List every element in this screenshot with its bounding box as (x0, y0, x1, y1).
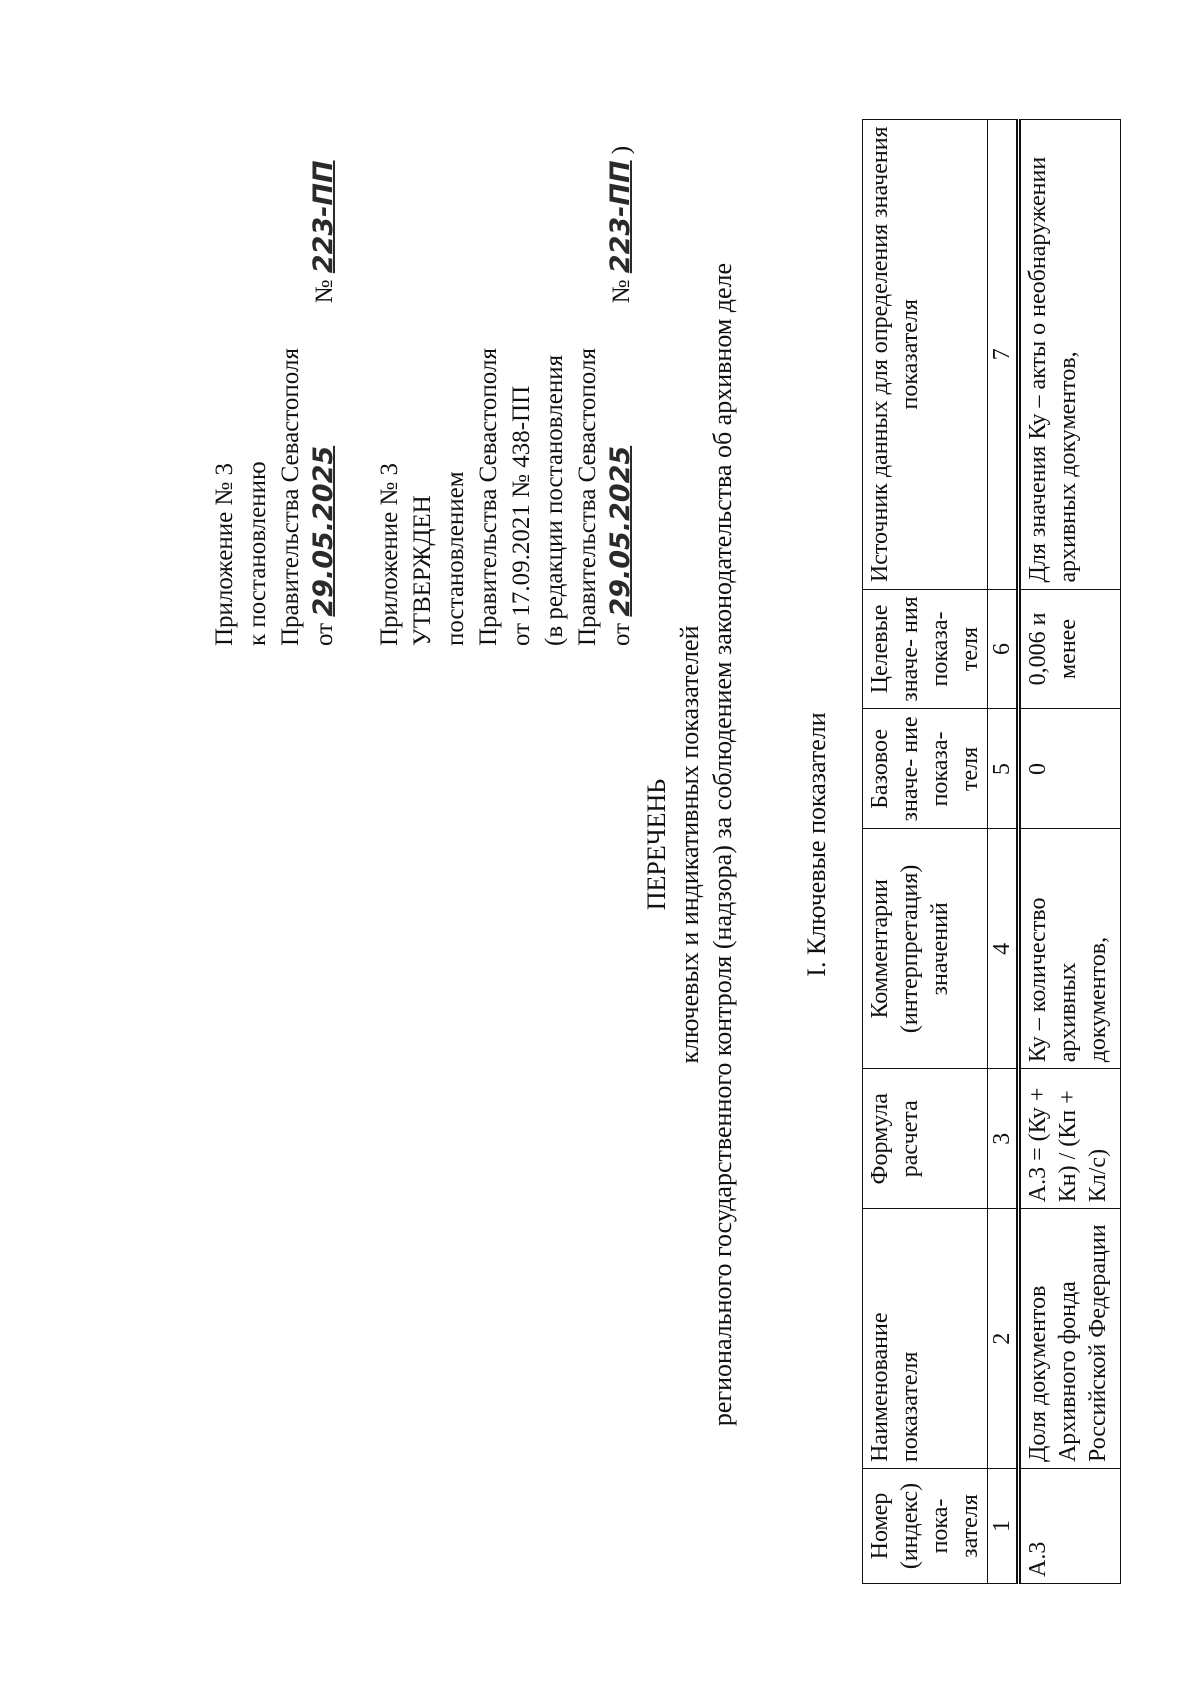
column-number: 4 (988, 829, 1019, 1069)
approval-line: Правительства Севастополя (277, 348, 304, 646)
header-cell: Номер (индекс) пока- зателя (863, 1469, 988, 1584)
indicator-index: А.3 (1019, 1469, 1121, 1584)
from-label: от (608, 622, 635, 646)
column-number: 2 (988, 1209, 1019, 1469)
approval-line: от 17.09.2021 № 438-ПП (508, 385, 535, 646)
column-number: 3 (988, 1069, 1019, 1209)
document-title (640, 0, 739, 1689)
column-number: 5 (988, 709, 1019, 829)
approval-line: Правительства Севастополя (475, 348, 502, 646)
number-label: № (608, 279, 635, 304)
handwritten-number: 223-ПП (605, 160, 636, 274)
handwritten-date: 29.05.2025 (308, 445, 339, 617)
column-number-row (988, 120, 1019, 1584)
approval-line: Правительства Севастополя (574, 348, 601, 646)
title-heading: ПЕРЕЧЕНЬ (642, 778, 671, 911)
column-number: 7 (988, 120, 1019, 590)
approval-line: Приложение № 3 (211, 462, 238, 646)
indicators-table (862, 119, 1121, 1584)
approval-line: УТВЕРЖДЕН (409, 495, 436, 646)
approval-line: к постановлению (244, 461, 271, 646)
data-source: Для значения Ку – акты о необнаружении архивных документов, (1019, 120, 1121, 590)
indicator-formula: А.3 = (Ку + Кн) / (Кп + Кл/с) (1019, 1069, 1121, 1209)
target-value: 0,006 и менее (1019, 589, 1121, 709)
header-cell: Источник данных для определения значения показателя (863, 120, 988, 590)
column-number: 1 (988, 1469, 1019, 1584)
header-cell: Формула расчета (863, 1069, 988, 1209)
approval-line: Приложение № 3 (376, 462, 403, 646)
column-number: 6 (988, 589, 1019, 709)
approval-date-line (307, 146, 341, 646)
header-cell: Базовое значе- ние показа- теля (863, 709, 988, 829)
handwritten-date: 29.05.2025 (605, 445, 636, 617)
base-value: 0 (1019, 709, 1121, 829)
header-cell: Целевые значе- ния показа- теля (863, 589, 988, 709)
title-line: регионального государственного контроля (надзора) за соблюдением законодательства об архивном деле (708, 262, 737, 1427)
indicator-comment: Ку – количество архивных документов, (1019, 829, 1121, 1069)
indicator-name: Доля документов Архивного фонда Российской Федерации (1019, 1209, 1121, 1469)
section-title: I. Ключевые показатели (802, 712, 831, 977)
header-cell: Наименование показателя (863, 1209, 988, 1469)
number-label: № (311, 279, 338, 304)
from-label: от (311, 622, 338, 646)
header-cell: Комментарии (интерпретация) значений (863, 829, 988, 1069)
approval-date-line (604, 146, 638, 646)
handwritten-number: 223-ПП (308, 160, 339, 274)
closing-paren: ) (608, 145, 635, 155)
approval-line: (в редакции постановления (541, 354, 568, 646)
approval-line: постановлением (442, 471, 469, 646)
title-line: ключевых и индикативных показателей (675, 625, 704, 1064)
table-header-row (863, 120, 988, 1584)
approval-stamp (208, 146, 638, 646)
table-row (1019, 120, 1121, 1584)
